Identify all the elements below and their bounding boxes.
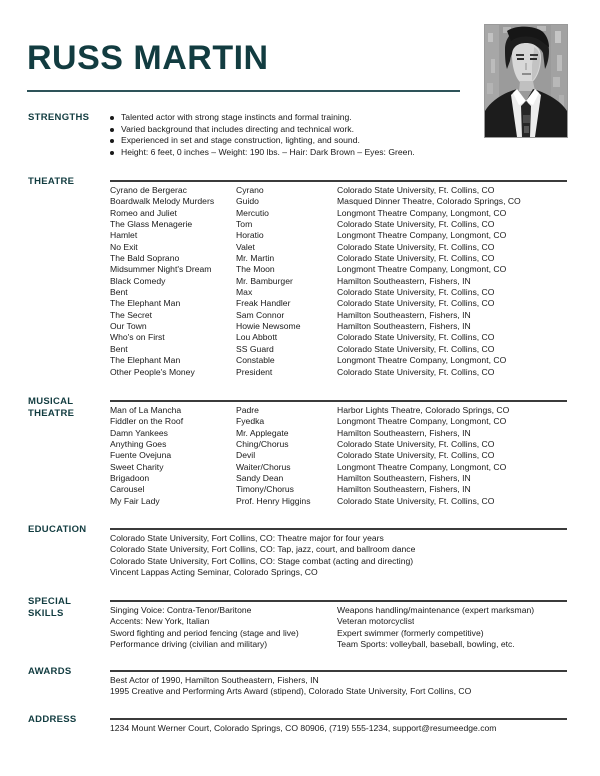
table-row: [110, 264, 570, 275]
credit-show: Damn Yankees: [110, 427, 168, 438]
credit-venue: Longmont Theatre Company, Longmont, CO: [337, 355, 507, 366]
strength-text: Varied background that includes directing and technical work.: [121, 123, 354, 134]
section-divider: [110, 528, 567, 530]
skill-right: Weapons handling/maintenance (expert marksman): [337, 605, 535, 615]
section-body-theatre: [110, 185, 570, 378]
table-row: [110, 321, 570, 332]
table-row: [110, 616, 570, 627]
credit-show: Who's on First: [110, 332, 165, 343]
bullet-icon: [110, 151, 114, 155]
credit-venue: Colorado State University, Ft. Collins, CO: [337, 298, 495, 309]
credit-role: Mr. Bamburger: [236, 275, 293, 286]
strengths-list: [110, 112, 570, 158]
header-divider: [27, 90, 460, 92]
theatre-credits-table: [110, 185, 570, 378]
label-line-2: SKILLS: [28, 607, 64, 619]
table-row: [110, 628, 570, 639]
credit-venue: Colorado State University, Ft. Collins, CO: [337, 450, 495, 461]
table-row: [110, 439, 570, 450]
label-line-2: THEATRE: [28, 407, 75, 419]
credit-show: Anything Goes: [110, 439, 167, 450]
credit-role: Freak Handler: [236, 298, 291, 309]
credit-venue: Colorado State University, Ft. Collins, CO: [337, 439, 495, 450]
credit-role: Padre: [236, 405, 259, 415]
strength-text: Experienced in set and stage construction, lighting, and sound.: [121, 135, 360, 145]
skill-left: Accents: New York, Italian: [110, 616, 210, 627]
skill-left: Singing Voice: Contra-Tenor/Baritone: [110, 605, 252, 615]
section-label-education: EDUCATION: [28, 524, 87, 535]
credit-show: The Glass Menagerie: [110, 219, 193, 230]
credit-venue: Colorado State University, Ft. Collins, CO: [337, 343, 495, 354]
table-row: [110, 310, 570, 321]
credit-role: Howie Newsome: [236, 321, 301, 332]
table-row: [110, 367, 570, 378]
table-row: [110, 428, 570, 439]
credit-role: Max: [236, 287, 253, 298]
credit-role: Mr. Applegate: [236, 427, 289, 438]
section-label-musical-theatre: [28, 396, 106, 419]
section-body-education: [110, 533, 570, 578]
section-label-special-skills: [28, 596, 106, 619]
credit-show: Hamlet: [110, 230, 138, 241]
credit-show: My Fair Lady: [110, 495, 160, 506]
table-row: [110, 332, 570, 343]
credit-role: Sandy Dean: [236, 473, 284, 484]
table-row: [110, 185, 570, 196]
table-row: [110, 230, 570, 241]
credit-venue: Longmont Theatre Company, Longmont, CO: [337, 264, 507, 275]
table-row: [110, 355, 570, 366]
table-row: [110, 208, 570, 219]
section-body-special-skills: [110, 605, 570, 650]
skill-right: Team Sports: volleyball, baseball, bowling, etc.: [337, 639, 515, 650]
credit-show: The Elephant Man: [110, 355, 181, 366]
label-line-1: SPECIAL: [28, 596, 72, 607]
credit-venue: Masqued Dinner Theatre, Colorado Springs, CO: [337, 196, 521, 207]
credit-role: Waiter/Chorus: [236, 461, 291, 472]
table-row: [110, 484, 570, 495]
section-label-theatre: THEATRE: [28, 176, 75, 187]
credit-show: Our Town: [110, 321, 147, 332]
credit-show: Midsummer Night's Dream: [110, 264, 212, 275]
credit-role: Mercutio: [236, 207, 269, 218]
credit-role: Tom: [236, 219, 253, 230]
credit-show: The Elephant Man: [110, 298, 181, 309]
list-item: Colorado State University, Fort Collins, CO: Theatre major for four years: [110, 533, 384, 543]
table-row: [110, 473, 570, 484]
section-divider: [110, 180, 567, 182]
section-body-musical-theatre: [110, 405, 570, 507]
credit-venue: Longmont Theatre Company, Longmont, CO: [337, 230, 507, 241]
table-row: [110, 405, 570, 416]
skill-right: Veteran motorcyclist: [337, 616, 415, 627]
credit-role: Horatio: [236, 230, 264, 241]
list-item: [110, 124, 570, 136]
table-row: [110, 219, 570, 230]
skill-left: Performance driving (civilian and military): [110, 639, 268, 650]
list-item: 1234 Mount Werner Court, Colorado Springs, CO 80906, (719) 555-1234, support@resumeedge.com: [110, 723, 497, 733]
credit-venue: Longmont Theatre Company, Longmont, CO: [337, 416, 507, 427]
credit-role: Ching/Chorus: [236, 439, 289, 450]
list-item: Vincent Lappas Acting Seminar, Colorado Springs, CO: [110, 567, 318, 578]
bullet-icon: [110, 139, 114, 143]
section-body-address: [110, 723, 570, 734]
page-title: RUSS MARTIN: [27, 39, 269, 77]
skill-left: Sword fighting and period fencing (stage and live): [110, 627, 299, 638]
section-body-strengths: [110, 112, 570, 158]
section-label-awards: AWARDS: [28, 666, 72, 677]
awards-list: [110, 675, 570, 698]
credit-show: Sweet Charity: [110, 461, 164, 472]
table-row: [110, 450, 570, 461]
table-row: [110, 639, 570, 650]
credit-venue: Longmont Theatre Company, Longmont, CO: [337, 207, 507, 218]
credit-show: Brigadoon: [110, 473, 150, 484]
table-row: [110, 287, 570, 298]
section-divider: [110, 718, 567, 720]
list-item: Colorado State University, Fort Collins, CO: Tap, jazz, court, and ballroom dance: [110, 544, 416, 555]
credit-venue: Harbor Lights Theatre, Colorado Springs, CO: [337, 405, 510, 415]
bullet-icon: [110, 116, 114, 120]
credit-venue: Colorado State University, Ft. Collins, CO: [337, 253, 495, 264]
credit-role: Devil: [236, 450, 256, 461]
table-row: [110, 416, 570, 427]
credit-show: The Secret: [110, 309, 153, 320]
credit-role: Lou Abbott: [236, 332, 278, 343]
label-line-1: MUSICAL: [28, 396, 74, 407]
table-row: [110, 298, 570, 309]
credit-show: Carousel: [110, 484, 145, 495]
credit-venue: Hamilton Southeastern, Fishers, IN: [337, 309, 471, 320]
credit-show: Bent: [110, 287, 128, 298]
credit-venue: Colorado State University, Ft. Collins, CO: [337, 287, 495, 298]
section-label-address: ADDRESS: [28, 714, 77, 725]
table-row: [110, 344, 570, 355]
section-divider: [110, 600, 567, 602]
credit-venue: Longmont Theatre Company, Longmont, CO: [337, 461, 507, 472]
credit-role: Guido: [236, 196, 259, 207]
credit-role: Cyrano: [236, 185, 264, 195]
credit-role: Valet: [236, 241, 255, 252]
credit-role: President: [236, 366, 273, 377]
credit-venue: Colorado State University, Ft. Collins, CO: [337, 219, 495, 230]
credit-show: No Exit: [110, 241, 138, 252]
list-item: Best Actor of 1990, Hamilton Southeastern, Fishers, IN: [110, 675, 319, 685]
strength-text: Talented actor with strong stage instincts and formal training.: [121, 112, 352, 122]
credit-show: Bent: [110, 343, 128, 354]
credit-show: Romeo and Juliet: [110, 207, 177, 218]
table-row: [110, 496, 570, 507]
credit-venue: Colorado State University, Ft. Collins, CO: [337, 366, 495, 377]
bullet-icon: [110, 128, 114, 132]
musical-credits-table: [110, 405, 570, 507]
credit-venue: Colorado State University, Ft. Collins, CO: [337, 241, 495, 252]
section-label-strengths: STRENGTHS: [28, 112, 90, 123]
credit-show: Man of La Mancha: [110, 405, 182, 415]
credit-show: Fuente Ovejuna: [110, 450, 172, 461]
credit-venue: Colorado State University, Ft. Collins, CO: [337, 495, 495, 506]
credit-show: Cyrano de Bergerac: [110, 185, 187, 195]
credit-role: Prof. Henry Higgins: [236, 495, 311, 506]
credit-show: Fiddler on the Roof: [110, 416, 184, 427]
skills-table: [110, 605, 570, 650]
skill-right: Expert swimmer (formerly competitive): [337, 627, 484, 638]
address-list: [110, 723, 570, 734]
credit-role: Fyedka: [236, 416, 265, 427]
table-row: [110, 605, 570, 616]
list-item: [110, 135, 570, 147]
credit-role: Constable: [236, 355, 275, 366]
credit-venue: Colorado State University, Ft. Collins, CO: [337, 332, 495, 343]
credit-role: Timony/Chorus: [236, 484, 294, 495]
credit-venue: Hamilton Southeastern, Fishers, IN: [337, 427, 471, 438]
credit-show: The Bald Soprano: [110, 253, 180, 264]
section-divider: [110, 670, 567, 672]
credit-role: The Moon: [236, 264, 275, 275]
list-item: Colorado State University, Fort Collins, CO: Stage combat (acting and directing): [110, 555, 414, 566]
credit-venue: Colorado State University, Ft. Collins, CO: [337, 185, 495, 195]
strength-text: Height: 6 feet, 0 inches – Weight: 190 lbs. – Hair: Dark Brown – Eyes: Green.: [121, 146, 415, 157]
credit-venue: Hamilton Southeastern, Fishers, IN: [337, 321, 471, 332]
table-row: [110, 253, 570, 264]
section-divider: [110, 400, 567, 402]
section-body-awards: [110, 675, 570, 698]
credit-role: Sam Connor: [236, 309, 285, 320]
education-list: [110, 533, 570, 578]
credit-role: Mr. Martin: [236, 253, 275, 264]
credit-show: Boardwalk Melody Murders: [110, 196, 215, 207]
credit-show: Black Comedy: [110, 275, 166, 286]
credit-venue: Hamilton Southeastern, Fishers, IN: [337, 484, 471, 495]
table-row: [110, 276, 570, 287]
credit-venue: Hamilton Southeastern, Fishers, IN: [337, 473, 471, 484]
credit-show: Other People's Money: [110, 366, 195, 377]
list-item: [110, 112, 570, 124]
list-item: 1995 Creative and Performing Arts Award (stipend), Colorado State University, Fort Collins, CO: [110, 686, 472, 697]
credit-venue: Hamilton Southeastern, Fishers, IN: [337, 275, 471, 286]
credit-role: SS Guard: [236, 343, 274, 354]
table-row: [110, 462, 570, 473]
table-row: [110, 242, 570, 253]
table-row: [110, 196, 570, 207]
list-item: [110, 147, 570, 159]
